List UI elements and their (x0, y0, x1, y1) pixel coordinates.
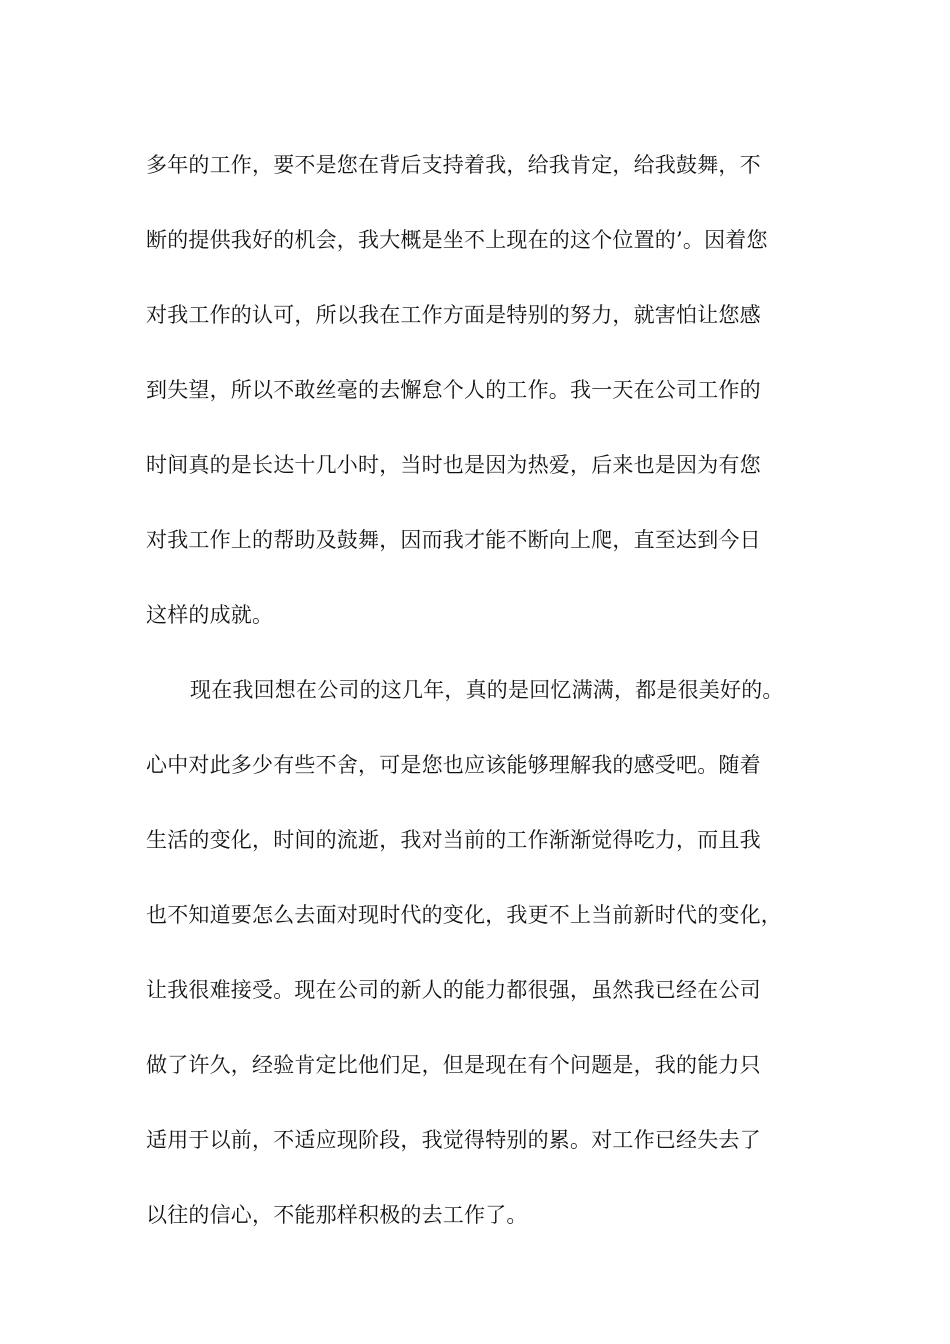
body-text (146, 128, 826, 1253)
paragraph-2-line-6: 做了许久，经验肯定比他们足，但是现在有个问题是，我的能力只 (146, 1053, 761, 1077)
paragraph-1-line-4: 到失望，所以不敢丝毫的去懈怠个人的工作。我一天在公司工作的 (146, 378, 761, 402)
paragraph-1-line-2: 断的提供我好的机会，我大概是坐不上现在的这个位置的’。因着您 (146, 228, 768, 252)
paragraph-2-line-5: 让我很难接受。现在公司的新人的能力都很强，虽然我已经在公司 (146, 978, 761, 1002)
paragraph-2-line-2: 心中对此多少有些不舍，可是您也应该能够理解我的感受吧。随着 (146, 753, 761, 777)
paragraph-1-line-3: 对我工作的认可，所以我在工作方面是特别的努力，就害怕让您感 (146, 303, 761, 327)
paragraph-2-line-7: 适用于以前，不适应现阶段，我觉得特别的累。对工作已经失去了 (146, 1128, 761, 1152)
paragraph-1-line-5: 时间真的是长达十几小时，当时也是因为热爱，后来也是因为有您 (146, 453, 761, 477)
paragraph-1-line-1: 多年的工作，要不是您在背后支持着我，给我肯定，给我鼓舞，不 (146, 153, 761, 177)
paragraph-2-line-8: 以往的信心，不能那样积极的去工作了。 (146, 1203, 528, 1227)
paragraph-1-line-6: 对我工作上的帮助及鼓舞，因而我才能不断向上爬，直至达到今日 (146, 528, 761, 552)
paragraph-2-line-1: 现在我回想在公司的这几年，真的是回忆满满，都是很美好的。 (190, 678, 784, 702)
paragraph-1-line-7: 这样的成就。 (146, 603, 274, 627)
paragraph-2-line-3: 生活的变化，时间的流逝，我对当前的工作渐渐觉得吃力，而且我 (146, 828, 761, 852)
paragraph-2-line-4: 也不知道要怎么去面对现时代的变化，我更不上当前新时代的变化， (146, 903, 782, 927)
